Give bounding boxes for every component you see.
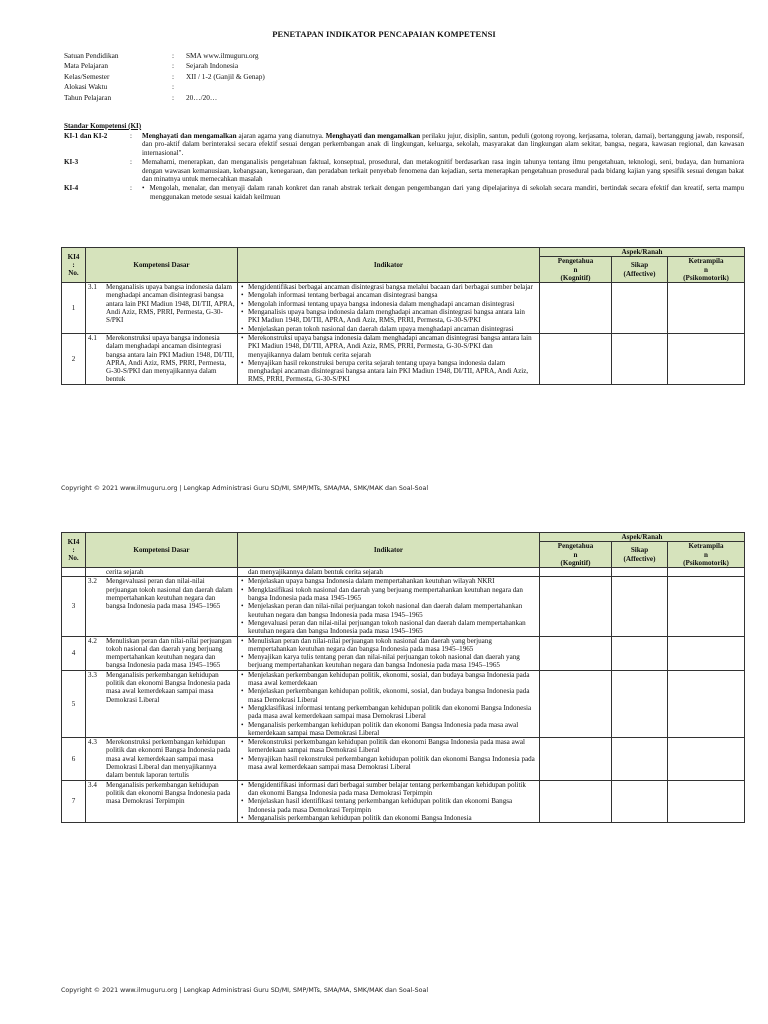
table-row: [62, 670, 745, 737]
header-keterampilan: Ketrampila n (Psikomotorik): [668, 542, 745, 568]
ki-heading: Standar Kompetensi (KI): [64, 122, 142, 130]
cell-kompetensi-dasar: cerita sejarah: [86, 568, 238, 577]
cell-sikap: [612, 283, 668, 334]
cell-indikator: [238, 670, 540, 737]
header-pengetahuan: Pengetahua n (Kognitif): [540, 257, 612, 283]
cell-pengetahuan: [540, 780, 612, 822]
indicator-item: • Menjelaskan peran tokoh nasional dan daerah dalam upaya menghadapi ancaman disintegrasi: [248, 325, 537, 333]
meta-value: SMA www.ilmuguru.org: [186, 51, 259, 60]
kd-number: 3.1: [88, 283, 97, 292]
indicator-item: • Menjelaskan perkembangan kehidupan politik, ekonomi, sosial, dan budaya bangsa Indonesia pada masa Demokrasi Liberal: [248, 687, 537, 704]
indicator-item: • Menganalisis perkembangan kehidupan politik dan ekonomi Bangsa Indonesia pada masa awal kemerdekaan sampai masa Demokrasi Liberal: [248, 721, 537, 738]
kd-number: 3.2: [88, 577, 97, 586]
cell-kompetensi-dasar: [86, 636, 238, 670]
table-row: [62, 780, 745, 822]
cell-sikap: [612, 738, 668, 780]
meta-row-kelas: [64, 72, 265, 82]
header-keterampilan: Ketrampila n (Psikomotorik): [668, 257, 745, 283]
meta-row-mapel: [64, 61, 265, 71]
ki-colon: :: [130, 157, 132, 166]
cell-no: 3: [62, 577, 86, 636]
cell-kompetensi-dasar: [86, 670, 238, 737]
ki-label: KI-3: [64, 157, 79, 166]
indicator-list: [240, 283, 537, 333]
indicator-list: [240, 334, 537, 384]
cell-no: 6: [62, 738, 86, 780]
meta-value: 20…/20…: [186, 92, 218, 102]
table-row: [62, 283, 745, 334]
cell-pengetahuan: [540, 577, 612, 636]
cell-indikator: [238, 738, 540, 780]
indicator-item: • Mengidentifikasi berbagai ancaman disintegrasi bangsa melalui bacaan dari berbagai sumber belajar: [248, 283, 537, 291]
cell-indikator: dan menyajikannya dalam bentuk cerita sejarah: [238, 568, 540, 577]
ki-bold-phrase: Menghayati dan mengamalkan: [142, 131, 237, 140]
header-kompetensi-dasar: Kompetensi Dasar: [86, 248, 238, 283]
meta-row-tahun: [64, 93, 265, 103]
cell-sikap: [612, 568, 668, 577]
kd-number: 3.4: [88, 780, 97, 789]
indicator-item: • Menyajikan karya tulis tentang peran dan nilai-nilai perjuangan tokoh nasional dan daerah yang berjuang mempertahankan keutuhan negara dan bangsa Indonesia pada masa 1945–1965: [248, 653, 537, 670]
meta-row-satuan: [64, 51, 265, 61]
indicator-item: • Menyajikan hasil rekonstruksi berupa cerita sejarah tentang upaya bangsa indonesia dalam menghadapi ancaman disintegrasi bangsa antara lain PKI Madiun 1948, DI/TII, APRA, Andi Aziz, RMS, PRRI, Permesta, G-30-S/PKI: [248, 359, 537, 384]
meta-colon: :: [172, 61, 175, 71]
kd-text: Menganalisis upaya bangsa indonesia dalam menghadapi ancaman disintegrasi bangsa antara lain PKI Madiun 1948, DI/TII, APRA, Andi Aziz, RMS, PRRI, Permesta, G-30-S/PKI: [106, 283, 235, 325]
indicator-item: • Menjelaskan peran dan nilai-nilai perjuangan tokoh nasional dan daerah dalam mempertahankan keutuhan negara dan bangsa Indonesia pada masa 1945–1965: [248, 602, 537, 619]
cell-sikap: [612, 333, 668, 384]
ki-text: Memahami, menerapkan, dan menganalisis pengetahuan faktual, konseptual, prosedural, dan metakognitif berdasarkan rasa ingin tahunya tentang ilmu pengetahuan, teknologi, seni, budaya, dan humaniora dengan wawasan kemanusiaan, kebangsaan, kenegaraan, dan peradaban terkait penyebab fenomena dan kejadian, serta menerapkan pengetahuan prosedural pada bidang kajian yang spesifik sesuai dengan bakat dan minatnya untuk memecahkan masalah: [142, 157, 744, 184]
indicator-item: • Merekonstruksi perkembangan kehidupan politik dan ekonomi Bangsa Indonesia pada masa awal kemerdekaan sampai masa Demokrasi Liberal: [248, 738, 537, 755]
header-indikator: Indikator: [238, 533, 540, 568]
indicator-item: • Mengklasifikasi tokoh nasional dan daerah yang berjuang mempertahankan keutuhan negara dan bangsa Indonesia pada masa 1945-1965: [248, 586, 537, 603]
kd-number: 4.1: [88, 333, 97, 342]
meta-colon: :: [172, 92, 175, 102]
cell-pengetahuan: [540, 568, 612, 577]
header-sikap: Sikap (Affective): [612, 542, 668, 568]
indicator-item: • Mengidentifikasi informasi dari berbagai sumber belajar tentang perkembangan kehidupan politik dan ekonomi Bangsa Indonesia pada masa Demokrasi Terpimpin: [248, 781, 537, 798]
cell-keterampilan: [668, 333, 745, 384]
indicator-list: [240, 637, 537, 670]
cell-indikator: [238, 577, 540, 636]
kd-text: Merekonstruksi perkembangan kehidupan politik dan ekonomi Bangsa Indonesia pada masa awal kemerdekaan sampai masa Demokrasi Liberal dan menyajikannya dalam bentuk laporan tertulis: [106, 738, 231, 780]
kd-wrap: [86, 671, 237, 704]
ki-row-1-2: [64, 132, 744, 158]
indicator-item: • Menuliskan peran dan nilai-nilai perjuangan tokoh nasional dan daerah yang berjuang mempertahankan keutuhan negara dan bangsa Indonesia pada masa 1945–1965: [248, 637, 537, 654]
indicator-list: [240, 781, 537, 822]
kd-number: 4.3: [88, 738, 97, 747]
indicator-item: • Mengevaluasi peran dan nilai-nilai perjuangan tokoh nasional dan daerah dalam mempertahankan keutuhan negara dan bangsa Indonesia pada masa 1945–1965: [248, 619, 537, 636]
header-aspek-ranah: Aspek/Ranah: [540, 533, 745, 542]
meta-colon: :: [172, 71, 175, 81]
cell-keterampilan: [668, 283, 745, 334]
header-pengetahuan: Pengetahua n (Kognitif): [540, 542, 612, 568]
cell-no: 5: [62, 670, 86, 737]
cell-no: 2: [62, 333, 86, 384]
cell-indikator: [238, 333, 540, 384]
kd-number: 3.3: [88, 670, 97, 679]
cell-indikator: [238, 283, 540, 334]
cell-pengetahuan: [540, 738, 612, 780]
cell-keterampilan: [668, 636, 745, 670]
ki-colon: :: [130, 183, 132, 192]
ki-colon: :: [130, 131, 132, 140]
ki-row-4: [64, 184, 744, 201]
kd-wrap: [86, 637, 237, 670]
meta-label: Satuan Pendidikan: [64, 51, 119, 60]
meta-label: Mata Pelajaran: [64, 61, 108, 71]
cell-pengetahuan: [540, 636, 612, 670]
table-row: [62, 738, 745, 780]
kd-text: Menuliskan peran dan nilai-nilai perjuangan tokoh nasional dan daerah yang berjuang mempertahankan keutuhan negara dan bangsa Indonesia pada masa 1945–1965: [106, 636, 232, 670]
indicator-item: • Mengolah informasi tentang berbagai ancaman disintegrasi bangsa: [248, 291, 537, 299]
kd-text: Menganalisis perkembangan kehidupan politik dan ekonomi Bangsa Indonesia pada masa awal kemerdekaan sampai masa Demokrasi Liberal: [106, 670, 231, 704]
meta-label: Kelas/Semester: [64, 71, 110, 81]
cell-sikap: [612, 670, 668, 737]
cell-pengetahuan: [540, 670, 612, 737]
table-row: [62, 636, 745, 670]
ki-text: [142, 184, 744, 201]
kd-wrap: [86, 781, 237, 806]
page-footer: Copyright © 2021 www.ilmuguru.org | Lengkap Administrasi Guru SD/MI, SMP/MTs, SMA/MA, SMK/MAK dan Soal-Soal: [61, 485, 429, 492]
page-footer: Copyright © 2021 www.ilmuguru.org | Lengkap Administrasi Guru SD/MI, SMP/MTs, SMA/MA, SMK/MAK dan Soal-Soal: [61, 987, 429, 994]
indicator-item: • Menyajikan hasil rekonstruksi perkembangan kehidupan politik dan ekonomi Bangsa Indonesia pada masa awal kemerdekaan sampai masa Demokrasi Liberal: [248, 755, 537, 772]
cell-keterampilan: [668, 738, 745, 780]
header-no: KI4 : No.: [62, 248, 86, 283]
indicator-item: • Mengklasifikasi informasi tentang perkembangan kehidupan politik dan ekonomi Bangsa Indonesia pada masa awal kemerdekaan sampai masa Demokrasi Liberal: [248, 704, 537, 721]
ki-text: [142, 132, 744, 158]
cell-no: 4: [62, 636, 86, 670]
kd-wrap: [86, 577, 237, 610]
cell-no: [62, 568, 86, 577]
meta-row-alokasi: [64, 82, 265, 92]
kd-number: 4.2: [88, 636, 97, 645]
table-row-continuation: [62, 568, 745, 577]
ki-bullet: • Mengolah, menalar, dan menyaji dalam ranah konkret dan ranah abstrak terkait dengan pengembangan dari yang dipelajarinya di sekolah secara mandiri, bertindak secara efektif dan kreatif, serta mampu menggunakan metode sesuai kaidah keilmuan: [150, 184, 744, 201]
indicator-item: • Menjelaskan hasil identifikasi tentang perkembangan kehidupan politik dan ekonomi Bangsa Indonesia pada masa Demokrasi Terpimpin: [248, 797, 537, 814]
table-row: [62, 577, 745, 636]
indicator-item: • Menjelaskan upaya bangsa Indonesia dalam mempertahankan keutuhan wilayah NKRI: [248, 577, 537, 585]
cell-keterampilan: [668, 568, 745, 577]
cell-indikator: [238, 636, 540, 670]
indicator-list: [240, 671, 537, 737]
header-aspek-ranah: Aspek/Ranah: [540, 248, 745, 257]
cell-sikap: [612, 780, 668, 822]
meta-label: Tahun Pelajaran: [64, 92, 112, 102]
cell-no: 1: [62, 283, 86, 334]
header-indikator: Indikator: [238, 248, 540, 283]
cell-pengetahuan: [540, 333, 612, 384]
indicator-table-page-1: [61, 247, 745, 385]
kd-text: Menganalisis perkembangan kehidupan politik dan ekonomi Bangsa Indonesia pada masa Demokrasi Terpimpin: [106, 780, 231, 806]
cell-indikator: [238, 780, 540, 822]
indicator-item: • Menganalisis upaya bangsa indonesia dalam menghadapi ancaman disintegrasi bangsa antara lain PKI Madiun 1948, DI/TII, APRA, Andi Aziz, RMS, PRRI, Permesta, G-30-S/PKI: [248, 308, 537, 325]
ki-text-part: perilaku jujur, disiplin, santun, peduli (gotong royong, kerjasama, toleran, damai), bertanggung jawab, responsif, dan pro-aktif dalam berinteraksi secara efektif sesuai dengan perkembangan anak di lingkungan, keluarga, sekolah, masyarakat dan lingkungan alam sekitar, bangsa, negara, kawasan regional, dan kawasan internasional".: [142, 131, 745, 158]
indicator-item: • Mengolah informasi tentang upaya bangsa indonesia dalam menghadapi ancaman disintegrasi: [248, 300, 537, 308]
cell-keterampilan: [668, 577, 745, 636]
meta-colon: :: [172, 82, 175, 92]
ki-bold-phrase: Menghayati dan mengamalkan: [325, 131, 421, 140]
cell-sikap: [612, 636, 668, 670]
cell-kompetensi-dasar: [86, 333, 238, 384]
header-sikap: Sikap (Affective): [612, 257, 668, 283]
indicator-item: • Merekonstruksi upaya bangsa indonesia dalam menghadapi ancaman disintegrasi bangsa antara lain PKI Madiun 1948, DI/TII, APRA, Andi Aziz, RMS, PRRI, Permesta, G-30-S/PKI dan menyajikannya dalam bentuk cerita sejarah: [248, 334, 537, 359]
cell-pengetahuan: [540, 283, 612, 334]
kd-text: Mengevaluasi peran dan nilai-nilai perjuangan tokoh nasional dan daerah dalam mempertahankan keutuhan negara dan bangsa Indonesia pada masa 1945–1965: [106, 577, 233, 611]
cell-sikap: [612, 577, 668, 636]
ki-label: KI-1 dan KI-2: [64, 131, 108, 140]
cell-kompetensi-dasar: [86, 577, 238, 636]
cell-kompetensi-dasar: [86, 780, 238, 822]
indicator-table-page-2: [61, 532, 745, 823]
kd-wrap: [86, 738, 237, 779]
cell-kompetensi-dasar: [86, 738, 238, 780]
table-row: [62, 333, 745, 384]
document-title: PENETAPAN INDIKATOR PENCAPAIAN KOMPETENSI: [272, 29, 496, 39]
cell-kompetensi-dasar: [86, 283, 238, 334]
document-page-1: [0, 0, 768, 505]
meta-colon: :: [172, 51, 175, 60]
meta-label: Alokasi Waktu: [64, 82, 108, 92]
cell-no: 7: [62, 780, 86, 822]
indicator-list: [240, 738, 537, 771]
indicator-list: [240, 577, 537, 635]
ki-section: [64, 122, 744, 201]
ki-label: KI-4: [64, 183, 79, 192]
kd-text: Merekonstruksi upaya bangsa indonesia dalam menghadapi ancaman disintegrasi bangsa antara lain PKI Madiun 1948, DI/TII, APRA, Andi Aziz, RMS, PRRI, Permesta, G-30-S/PKI dan menyajikannya dalam bentuk: [106, 333, 235, 384]
ki-text-part: ajaran agama yang dianutnya.: [236, 131, 326, 140]
identity-block: [64, 51, 265, 103]
cell-keterampilan: [668, 780, 745, 822]
ki-row-3: [64, 158, 744, 184]
kd-wrap: [86, 283, 237, 324]
meta-value: XII / 1-2 (Ganjil & Genap): [186, 71, 265, 81]
cell-keterampilan: [668, 670, 745, 737]
indicator-item: • Menganalisis perkembangan kehidupan politik dan ekonomi Bangsa Indonesia: [248, 814, 537, 822]
indicator-item: • Menjelaskan perkembangan kehidupan politik, ekonomi, sosial, dan budaya bangsa Indonesia pada masa awal kemerdekaan: [248, 671, 537, 688]
header-kompetensi-dasar: Kompetensi Dasar: [86, 533, 238, 568]
kd-wrap: [86, 334, 237, 384]
meta-value: Sejarah Indonesia: [186, 61, 239, 71]
document-page-2: [0, 505, 768, 1024]
header-no: KI4 : No.: [62, 533, 86, 568]
